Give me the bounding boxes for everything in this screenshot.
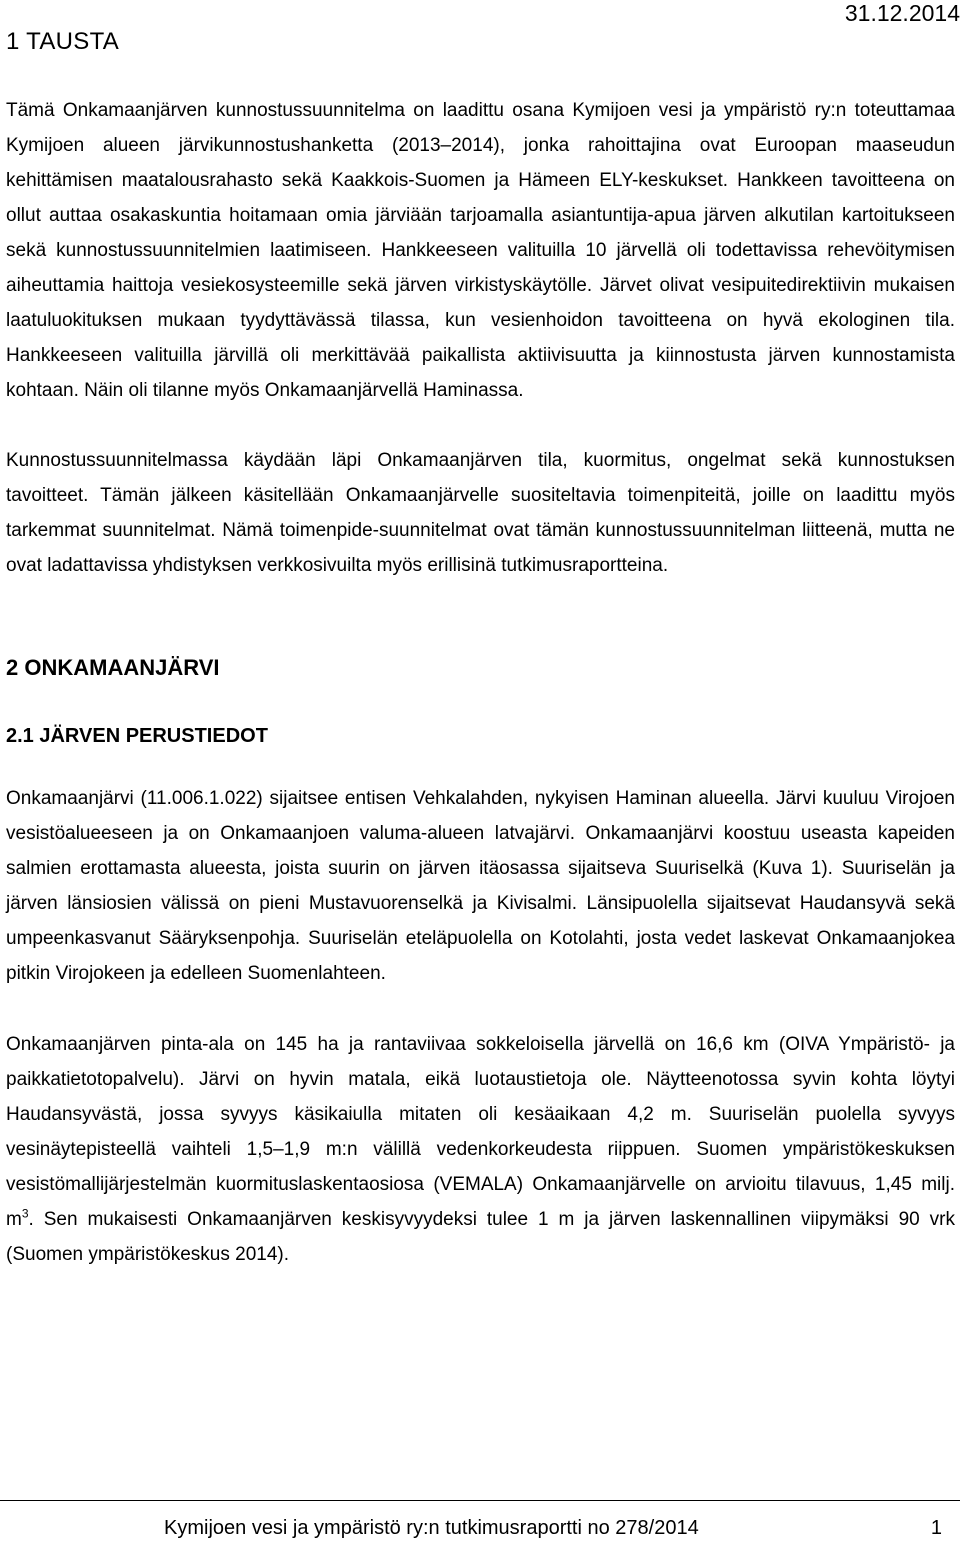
- cubic-superscript: 3: [21, 1206, 29, 1221]
- subsection-heading-basic-info: 2.1 JÄRVEN PERUSTIEDOT: [6, 725, 268, 747]
- paragraph-basic-info-2: [6, 1027, 955, 1272]
- paragraph-basic-info-1: Onkamaanjärvi (11.006.1.022) sijaitsee entisen Vehkalahden, nykyisen Haminan alueella. Järvi kuuluu Virojoen vesistöalueeseen ja on Onkamaanjoen valuma-alueen latvajärvi. Onkamaanjärvi koostuu useasta kapeiden salmien erottamasta alueesta, joista suurin on järven itäosassa sijaitseva Suuriselkä (Kuva 1). Suuriselän ja järven länsiosien välissä on pieni Mustavuorenselkä ja Kivisalmi. Länsipuolella sijaitsevat Haudansyvä sekä umpeenkasvanut Sääryksenpohja. Suuriselän eteläpuolella on Kotolahti, josta vedet laskevat Onkamaanjokea pitkin Virojokeen ja edelleen Suomenlahteen.: [6, 788, 955, 984]
- footer-report-title: Kymijoen vesi ja ympäristö ry:n tutkimusraportti no 278/2014: [164, 1517, 699, 1539]
- footer-divider: [0, 1500, 960, 1501]
- page-content: [6, 93, 955, 1272]
- footer-page-number: 1: [930, 1517, 942, 1539]
- paragraph-background-2: Kunnostussuunnitelmassa käydään läpi Onkamaanjärven tila, kuormitus, ongelmat sekä kunnostuksen tavoitteet. Tämän jälkeen käsitellään Onkamaanjärvelle suositeltavia toimenpiteitä, joille on laadittu myös tarkemmat suunnitelmat. Nämä toimenpide-suunnitelmat ovat tämän kunnostussuunnitelman liitteenä, mutta ne ovat ladattavissa yhdistyksen verkkosivuilta myös erillisinä tutkimusraportteina.: [6, 450, 955, 576]
- page-header: [0, 0, 960, 60]
- paragraph-basic-info-2-tail: . Sen mukaisesti Onkamaanjärven keskisyvyydeksi tulee 1 m ja järven laskennallinen viipymäksi 90 vrk (Suomen ympäristökeskus 2014).: [6, 1209, 955, 1265]
- page-footer: [0, 1500, 960, 1539]
- paragraph-background-1: Tämä Onkamaanjärven kunnostussuunnitelma on laadittu osana Kymijoen vesi ja ympäristö ry:n toteuttamaa Kymijoen alueen järvikunnostushanketta (2013–2014), jonka rahoittajina ovat Euroopan maaseudun kehittämisen maatalousrahasto sekä Kaakkois-Suomen ja Hämeen ELY-keskukset. Hankkeen tavoitteena on ollut auttaa osakaskuntia hoitamaan omia järviään tarjoamalla asiantuntija-apua järven alkutilan kartoitukseen sekä kunnostussuunnitelmien laatimiseen. Hankkeeseen valituilla 10 järvellä oli todettavissa rehevöitymisen aiheuttamia haittoja vesiekosysteemille sekä järven virkistyskäytölle. Järvet olivat vesipuitedirektiivin mukaisen laatuluokituksen mukaan tyydyttävässä tilassa, kun vesienhoidon tavoitteena on hyvä ekologinen tila. Hankkeeseen valituilla järvillä oli merkittävää paikallista aktiivisuutta ja kiinnostusta järven kunnostamista kohtaan. Näin oli tilanne myös Onkamaanjärvellä Haminassa.: [6, 100, 955, 401]
- section-heading-onkamaanjarvi: 2 ONKAMAANJÄRVI: [6, 655, 220, 680]
- document-date: 31.12.2014: [844, 0, 960, 26]
- section-title: 1 TAUSTA: [6, 28, 120, 55]
- paragraph-basic-info-2-main: Onkamaanjärven pinta-ala on 145 ha ja rantaviivaa sokkeloisella järvellä on 16,6 km (OIVA Ympäristö- ja paikkatietotopalvelu). Järvi on hyvin matala, eikä luotaustietoja ole. Näytteenotossa syvin kohta löytyi Haudansyvästä, jossa syvyys käsikaiulla mitaten oli kesäaikaan 4,2 m. Suuriselän puolella syvyys vesinäytepisteellä vaihteli 1,5–1,9 m:n välillä vedenkorkeudesta riippuen. Suomen ympäristökeskuksen vesistömallijärjestelmän kuormituslaskentaosiosa (VEMALA) Onkamaanjärvelle on arvioitu tilavuus, 1,45 milj. m: [6, 1034, 955, 1230]
